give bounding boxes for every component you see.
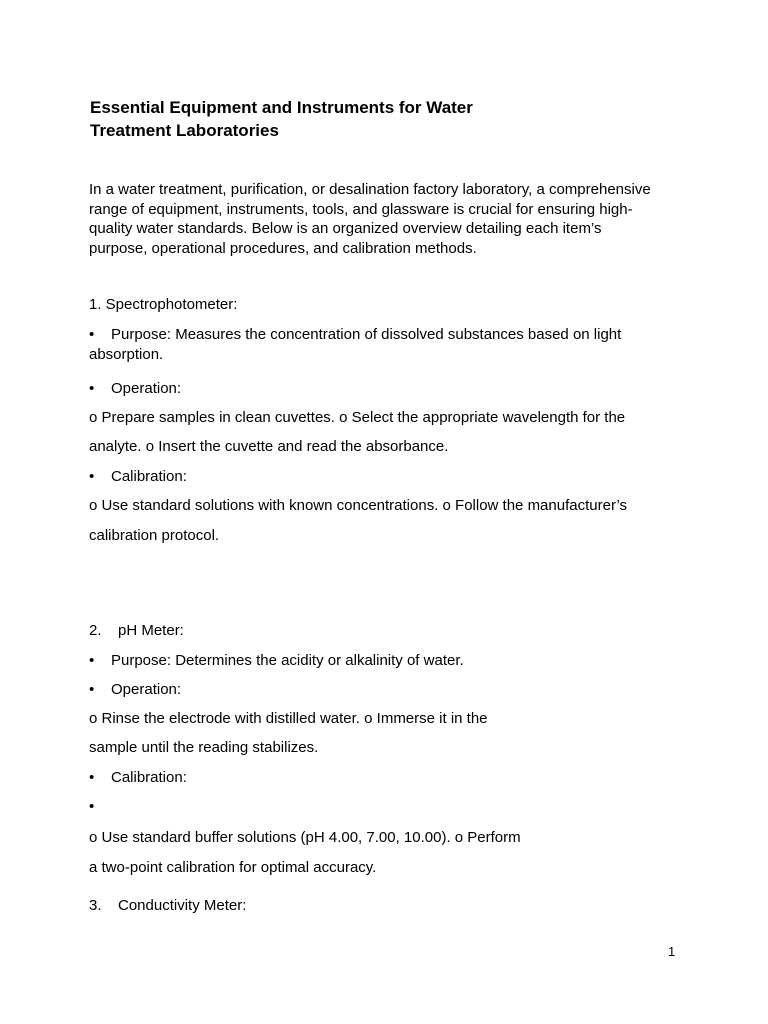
intro-paragraph (89, 180, 669, 258)
intro-line-4: purpose, operational procedures, and calibration methods. (89, 239, 477, 257)
bullet: • (89, 681, 95, 698)
section-1-operation-label: Operation: (111, 380, 182, 397)
bullet: • (89, 468, 95, 485)
section-1-purpose-text: Purpose: Measures the concentration of dissolved substances based on light (111, 326, 622, 343)
section-1-purpose (89, 325, 621, 344)
bullet: • (89, 380, 95, 397)
intro-line-2: range of equipment, instruments, tools, and glassware is crucial for ensuring high- (89, 200, 633, 218)
section-1-purpose-cont: absorption. (89, 346, 164, 363)
section-2-number: 2. (89, 622, 102, 639)
section-2-calibration (89, 768, 187, 787)
section-2-operation-line-2: sample until the reading stabilizes. (89, 739, 319, 756)
section-2-purpose-text: Purpose: Determines the acidity or alkalinity of water. (111, 652, 464, 669)
title-line-2: Treatment Laboratories (90, 121, 279, 140)
title-line-1: Essential Equipment and Instruments for Water (90, 98, 473, 117)
section-2-calibration-line-1: o Use standard buffer solutions (pH 4.00, 7.00, 10.00). o Perform (89, 829, 521, 846)
intro-line-1: In a water treatment, purification, or desalination factory laboratory, a comprehensive (89, 181, 651, 198)
section-1-operation-line-1: o Prepare samples in clean cuvettes. o Select the appropriate wavelength for the (89, 409, 626, 426)
bullet: • (89, 326, 95, 343)
section-1-calibration-line-1: o Use standard solutions with known concentrations. o Follow the manufacturer’s (89, 497, 628, 514)
section-2-purpose (89, 651, 464, 670)
page-number: 1 (668, 944, 676, 959)
section-3-heading (89, 896, 246, 915)
section-1-calibration (89, 467, 187, 486)
section-1-calibration-label: Calibration: (111, 468, 187, 485)
bullet: • (89, 769, 95, 786)
bullet: • (89, 798, 95, 815)
section-1-heading: 1. Spectrophotometer: (89, 296, 238, 313)
document-title (90, 96, 473, 142)
section-2-calibration-line-2: a two-point calibration for optimal accuracy. (89, 859, 377, 876)
section-2-calibration-label: Calibration: (111, 769, 187, 786)
section-2-title: pH Meter: (118, 622, 184, 639)
section-1-calibration-line-2: calibration protocol. (89, 527, 220, 544)
bullet: • (89, 652, 95, 669)
section-1-operation-line-2: analyte. o Insert the cuvette and read the absorbance. (89, 438, 449, 455)
section-2-operation (89, 680, 181, 699)
empty-bullet (89, 797, 111, 816)
section-2-operation-label: Operation: (111, 681, 182, 698)
section-3-number: 3. (89, 897, 102, 914)
section-2-heading (89, 621, 184, 640)
section-1-operation (89, 379, 181, 398)
section-2-operation-line-1: o Rinse the electrode with distilled water. o Immerse it in the (89, 710, 488, 727)
section-3-title: Conductivity Meter: (118, 897, 247, 914)
intro-line-3: quality water standards. Below is an organized overview detailing each item’s (89, 220, 602, 237)
